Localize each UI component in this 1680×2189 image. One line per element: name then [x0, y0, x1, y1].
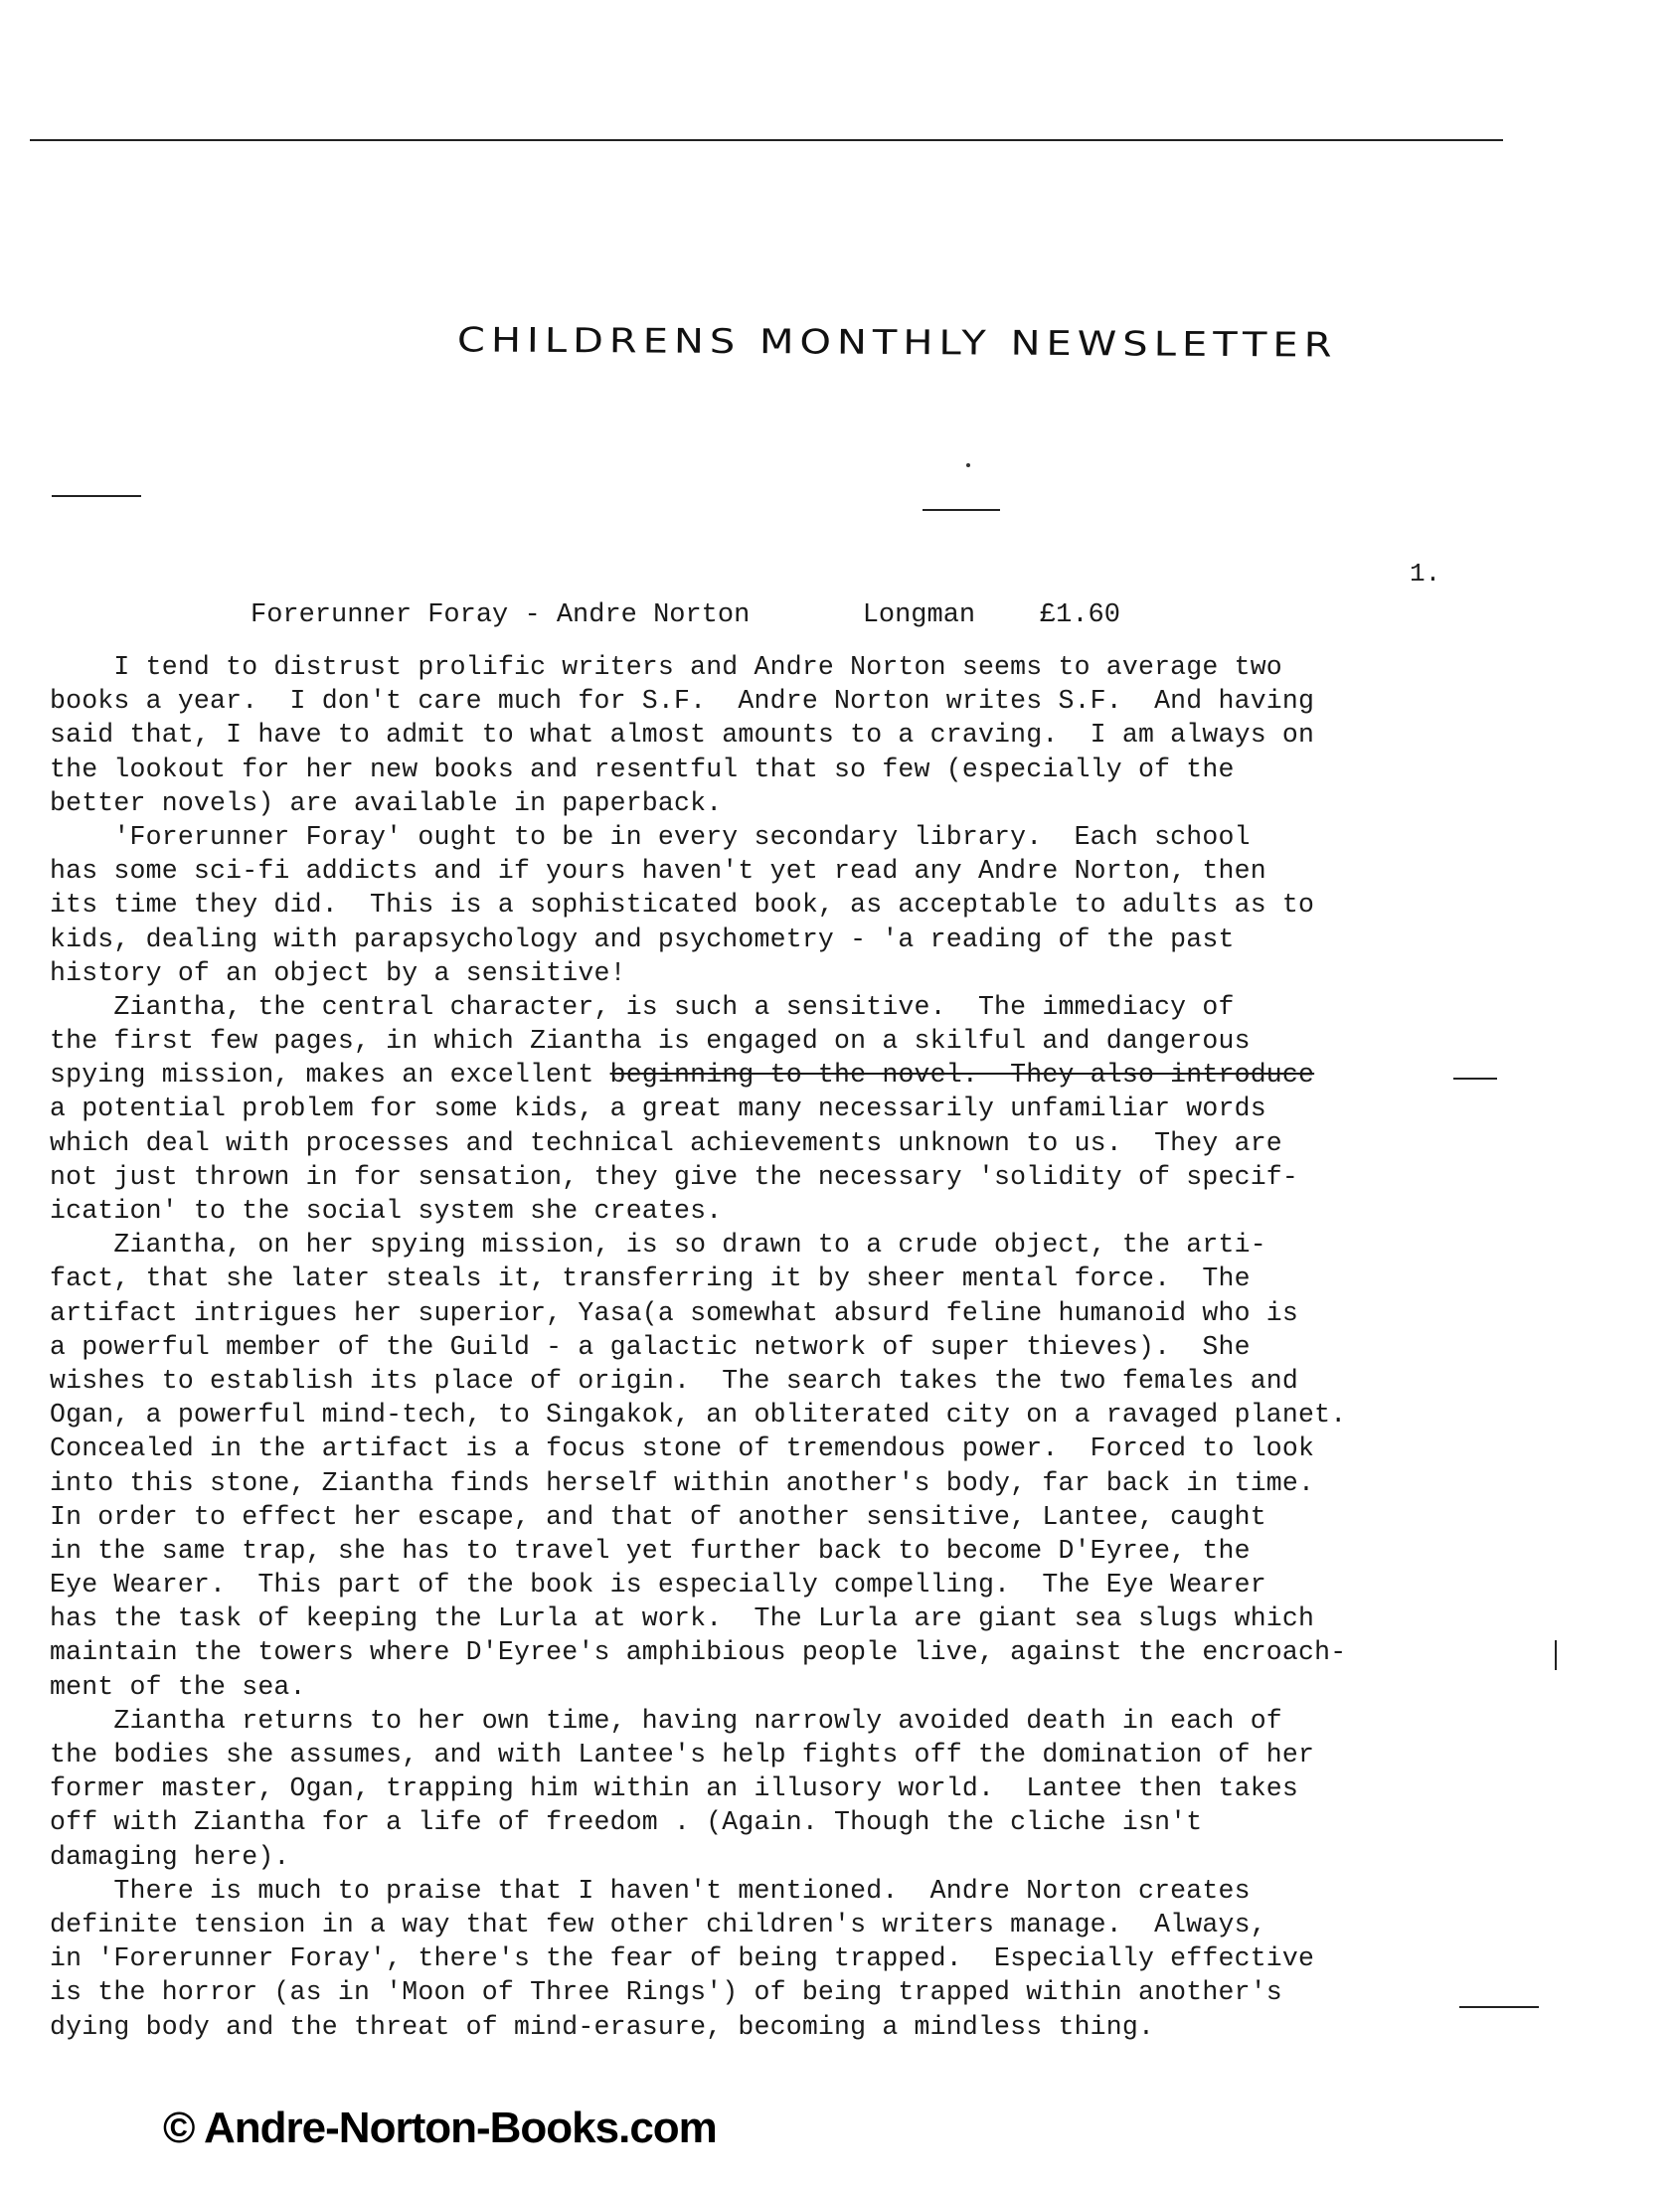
- body-line: its time they did. This is a sophisticated book, as acceptable to adults as to: [50, 890, 1315, 921]
- body-line: damaging here).: [50, 1841, 290, 1872]
- body-line: the lookout for her new books and resentful that so few (especially of the: [50, 754, 1235, 784]
- body-line: Ogan, a powerful mind-tech, to Singakok, an obliterated city on a ravaged planet.: [50, 1400, 1347, 1431]
- body-line: Ziantha, on her spying mission, is so drawn to a crude object, the arti-: [50, 1230, 1266, 1261]
- body-line: in the same trap, she has to travel yet further back to become D'Eyree, the: [50, 1535, 1251, 1566]
- body-line: ication' to the social system she creates.: [50, 1196, 723, 1226]
- body-line: off with Ziantha for a life of freedom . (Again. Though the cliche isn't: [50, 1807, 1203, 1838]
- struck-line-deleted: beginning to the novel. They also introduce: [609, 1060, 1315, 1091]
- body-line: former master, Ogan, trapping him within an illusory world. Lantee then takes: [50, 1773, 1299, 1804]
- body-line: in 'Forerunner Foray', there's the fear of being trapped. Especially effective: [50, 1943, 1315, 1974]
- body-line: fact, that she later steals it, transferring it by sheer mental force. The: [50, 1263, 1251, 1294]
- body-line: maintain the towers where D'Eyree's amphibious people live, against the encroach-: [50, 1637, 1347, 1668]
- body-line: a potential problem for some kids, a great many necessarily unfamiliar words: [50, 1094, 1266, 1124]
- body-line: definite tension in a way that few other children's writers manage. Always,: [50, 1909, 1266, 1939]
- body-line: the bodies she assumes, and with Lantee's help fights off the domination of her: [50, 1740, 1315, 1769]
- body-line: history of an object by a sensitive!: [50, 957, 626, 988]
- body-line: not just thrown in for sensation, they give the necessary 'solidity of specif-: [50, 1161, 1299, 1192]
- body-line: a powerful member of the Guild - a galactic network of super thieves). She: [50, 1331, 1251, 1362]
- copyright-watermark: © Andre-Norton-Books.com: [163, 2104, 717, 2152]
- body-line: artifact intrigues her superior, Yasa(a somewhat absurd feline humanoid who is: [50, 1297, 1299, 1328]
- body-line: There is much to praise that I haven't mentioned. Andre Norton creates: [50, 1875, 1251, 1906]
- body-line: I tend to distrust prolific writers and Andre Norton seems to average two: [50, 652, 1282, 682]
- body-line: Ziantha, the central character, is such a sensitive. The immediacy of: [50, 991, 1235, 1022]
- newsletter-title: CHILDRENS MONTHLY NEWSLETTER: [456, 320, 1338, 366]
- body-line: ment of the sea.: [50, 1671, 306, 1702]
- body-line: wishes to establish its place of origin. The search takes the two females and: [50, 1365, 1299, 1396]
- body-line: said that, I have to admit to what almost amounts to a craving. I am always on: [50, 720, 1315, 751]
- body-line: has the task of keeping the Lurla at work. The Lurla are giant sea slugs which: [50, 1603, 1315, 1634]
- body-line: kids, dealing with parapsychology and psychometry - 'a reading of the past: [50, 924, 1235, 954]
- body-line: Ziantha returns to her own time, having narrowly avoided death in each of: [50, 1705, 1282, 1736]
- edit-mark: [1453, 1078, 1497, 1080]
- page-top-edge: [30, 139, 1503, 141]
- body-line: has some sci-fi addicts and if yours haven't yet read any Andre Norton, then: [50, 856, 1266, 887]
- body-line: the first few pages, in which Ziantha is engaged on a skilful and dangerous: [50, 1026, 1251, 1057]
- body-line: Concealed in the artifact is a focus stone of tremendous power. Forced to look: [50, 1433, 1315, 1464]
- body-line: Eye Wearer. This part of the book is especially compelling. The Eye Wearer: [50, 1570, 1266, 1600]
- edit-mark: [1459, 2006, 1539, 2008]
- divider-center: [923, 509, 1000, 511]
- body-line: dying body and the threat of mind-erasure, becoming a mindless thing.: [50, 2011, 1155, 2042]
- ink-speck: [966, 463, 970, 467]
- struck-line-kept: spying mission, makes an excellent: [50, 1060, 610, 1091]
- divider-left: [52, 495, 141, 497]
- page-number: 1.: [1410, 559, 1441, 589]
- struck-line: [50, 1058, 1561, 1092]
- body-line: which deal with processes and technical achievements unknown to us. They are: [50, 1127, 1282, 1158]
- review-body: [50, 650, 1561, 2044]
- review-heading: Forerunner Foray - Andre Norton Longman £1.60: [251, 600, 1120, 630]
- body-line: 'Forerunner Foray' ought to be in every secondary library. Each school: [50, 821, 1251, 852]
- body-line: In order to effect her escape, and that of another sensitive, Lantee, caught: [50, 1501, 1266, 1532]
- body-line: is the horror (as in 'Moon of Three Rings') of being trapped within another's: [50, 1977, 1282, 2008]
- edit-mark: [1555, 1640, 1557, 1670]
- body-line: into this stone, Ziantha finds herself within another's body, far back in time.: [50, 1467, 1315, 1498]
- body-line: books a year. I don't care much for S.F. Andre Norton writes S.F. And having: [50, 686, 1315, 717]
- body-line: better novels) are available in paperback.: [50, 787, 723, 818]
